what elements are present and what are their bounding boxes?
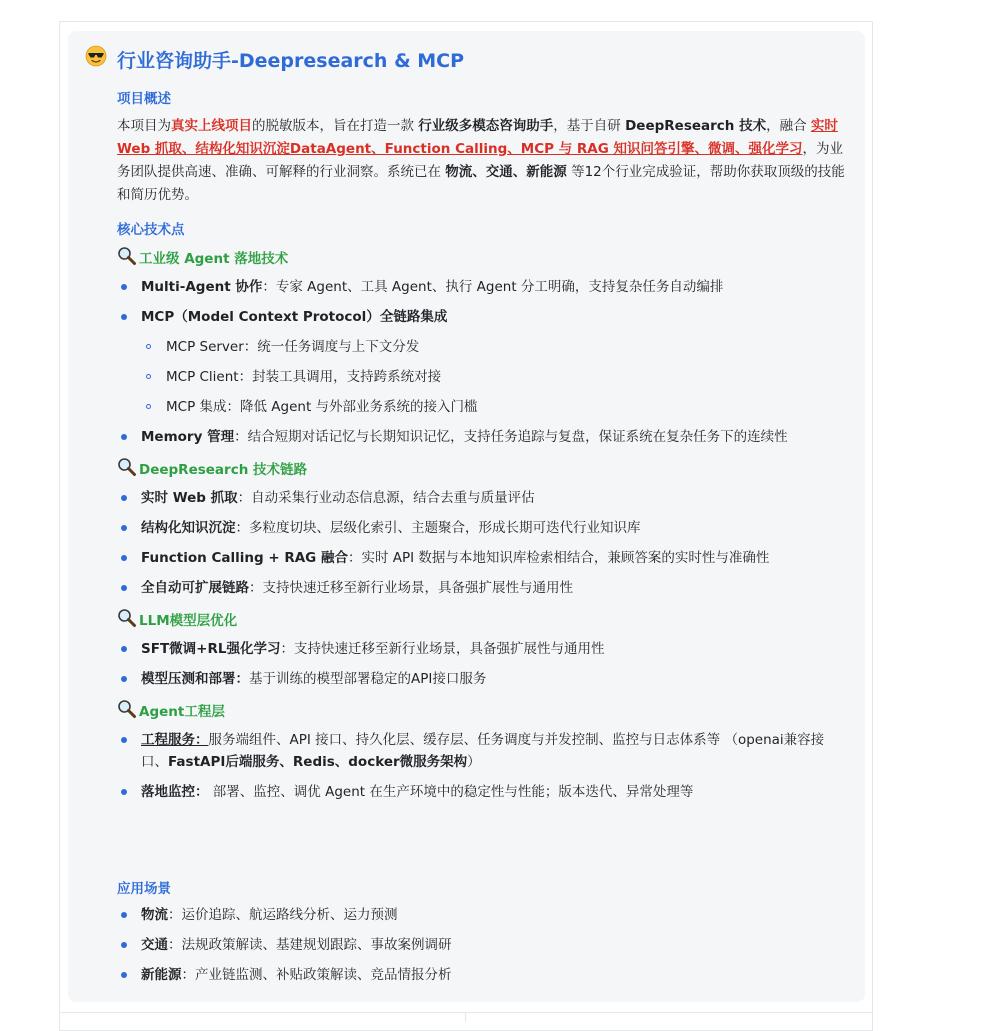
list-item (141, 638, 604, 660)
bullet (121, 555, 127, 561)
bullet (121, 314, 127, 320)
overview-text: 等12个行业完成验证，帮助你获取顶级的技能和简历优势。 (117, 164, 845, 203)
bullet (121, 495, 127, 501)
item-text: ：运价追踪、航运路线分析、运力预测 (168, 907, 398, 923)
item-text: 部署、监控、调优 Agent 在生产环境中的稳定性与性能；版本迭代、异常处理等 (208, 784, 694, 800)
list-item (141, 729, 847, 773)
list-item (141, 934, 452, 956)
list-item (141, 487, 535, 509)
overview-text: 本项目为 (117, 118, 171, 134)
list-item (141, 781, 693, 803)
bold-industries: 物流、交通、新能源 (445, 164, 567, 180)
item-label: 模型压测和部署： (141, 671, 249, 687)
item-label: Multi-Agent 协作 (141, 279, 263, 295)
sub-list-item (166, 366, 441, 388)
item-label: 全自动可扩展链路 (141, 580, 249, 596)
item-text: MCP Server：统一任务调度与上下文分发 (166, 339, 420, 355)
sunglasses-face-icon (85, 45, 107, 67)
sub-list-item (166, 336, 419, 358)
sub-bullet (146, 404, 151, 409)
item-label-tech: FastAPI后端服务、Redis、docker微服务架构 (168, 754, 468, 770)
item-text: ：多粒度切块、层级化索引、主题聚合，形成长期可迭代行业知识库 (235, 520, 641, 536)
overview-text: ，基于自研 (553, 118, 626, 134)
list-item (141, 577, 573, 599)
list-item (141, 306, 447, 328)
item-text: ：结合短期对话记忆与长期知识记忆，支持任务追踪与复盘，保证系统在复杂任务下的连续性 (234, 429, 788, 445)
sub-bullet (146, 374, 151, 379)
item-label: 新能源 (141, 967, 182, 983)
scenarios-heading: 应用场景 (117, 881, 171, 897)
item-text: ：支持快速迁移至新行业场景，具备强扩展性与通用性 (249, 580, 573, 596)
item-label: 结构化知识沉淀 (141, 520, 236, 536)
overview-heading: 项目概述 (117, 91, 171, 107)
item-label: 交通 (141, 937, 168, 953)
item-label: 物流 (141, 907, 168, 923)
table-column-divider (465, 1012, 466, 1022)
overview-text: ，为业务团队提供高速、准确、可解释的行业洞察。系统已在 (117, 141, 844, 180)
item-label: Function Calling + RAG 融合 (141, 550, 348, 566)
item-text: ：自动采集行业动态信息源，结合去重与质量评估 (237, 490, 535, 506)
section-title: DeepResearch 技术链路 (139, 462, 308, 478)
magnifier-icon (117, 246, 137, 266)
overview-text: 的脱敏版本，旨在打造一款 (252, 118, 419, 134)
item-text: ：专家 Agent、工具 Agent、执行 Agent 分工明确，支持复杂任务自动编排 (262, 279, 724, 295)
bullet (121, 646, 127, 652)
bullet (121, 284, 127, 290)
magnifier-icon (117, 699, 137, 719)
list-item (141, 668, 486, 690)
item-text: ） (467, 754, 481, 770)
item-label: 工程服务： (141, 732, 209, 748)
list-item (141, 964, 452, 986)
table-divider (59, 1012, 873, 1013)
item-label: 落地监控： (141, 784, 209, 800)
section-title: LLM模型层优化 (139, 613, 238, 629)
bold-assistant-name: 行业级多模态咨询助手 (418, 118, 554, 134)
sub-list-item (166, 396, 478, 418)
section-title: 工业级 Agent 落地技术 (139, 251, 289, 267)
core-heading: 核心技术点 (117, 222, 185, 238)
magnifier-icon (117, 608, 137, 628)
list-item (141, 517, 641, 539)
page-title: 行业咨询助手-Deepresearch & MCP (117, 50, 465, 72)
item-label: SFT微调+RL强化学习 (141, 641, 281, 657)
item-text: ：支持快速迁移至新行业场景，具备强扩展性与通用性 (280, 641, 605, 657)
item-label: 实时 Web 抓取 (141, 490, 238, 506)
item-label: MCP（Model Context Protocol）全链路集成 (141, 309, 448, 325)
highlight-tech-stack: 实时 Web 抓取、结构化知识沉淀DataAgent、Function Calling、MCP 与 RAG 知识问答引擎、微调、强化学习 (117, 118, 838, 157)
bullet (121, 434, 127, 440)
bullet (121, 585, 127, 591)
magnifier-icon (117, 457, 137, 477)
bullet (121, 942, 127, 948)
sub-bullet (146, 344, 151, 349)
highlight-live-project: 真实上线项目 (171, 118, 252, 134)
list-item (141, 276, 723, 298)
bullet (121, 789, 127, 795)
bullet (121, 525, 127, 531)
list-item (141, 426, 788, 448)
bold-deepresearch: DeepResearch 技术 (625, 118, 767, 134)
item-text: MCP 集成：降低 Agent 与外部业务系统的接入门槛 (166, 399, 478, 415)
item-text: ：产业链监测、补贴政策解读、竞品情报分析 (181, 967, 452, 983)
bullet (121, 912, 127, 918)
item-label: Memory 管理 (141, 429, 235, 445)
item-text: 基于训练的模型部署稳定的API接口服务 (249, 671, 487, 687)
list-item (141, 904, 398, 926)
item-text: ：实时 API 数据与本地知识库检索相结合，兼顾答案的实时性与准确性 (347, 550, 770, 566)
list-item (141, 547, 769, 569)
item-text: MCP Client：封装工具调用，支持跨系统对接 (166, 369, 442, 385)
section-title: Agent工程层 (139, 704, 225, 720)
bullet (121, 972, 127, 978)
item-text: ：法规政策解读、基建规划跟踪、事故案例调研 (168, 937, 452, 953)
overview-text: ，融合 (766, 118, 811, 134)
overview-paragraph (117, 115, 849, 207)
item-text: 服务端组件、API 接口、持久化层、缓存层、任务调度与并发控制、监控与日志体系等 （openai兼容接口、 (141, 732, 825, 770)
bullet (121, 737, 127, 743)
bullet (121, 676, 127, 682)
